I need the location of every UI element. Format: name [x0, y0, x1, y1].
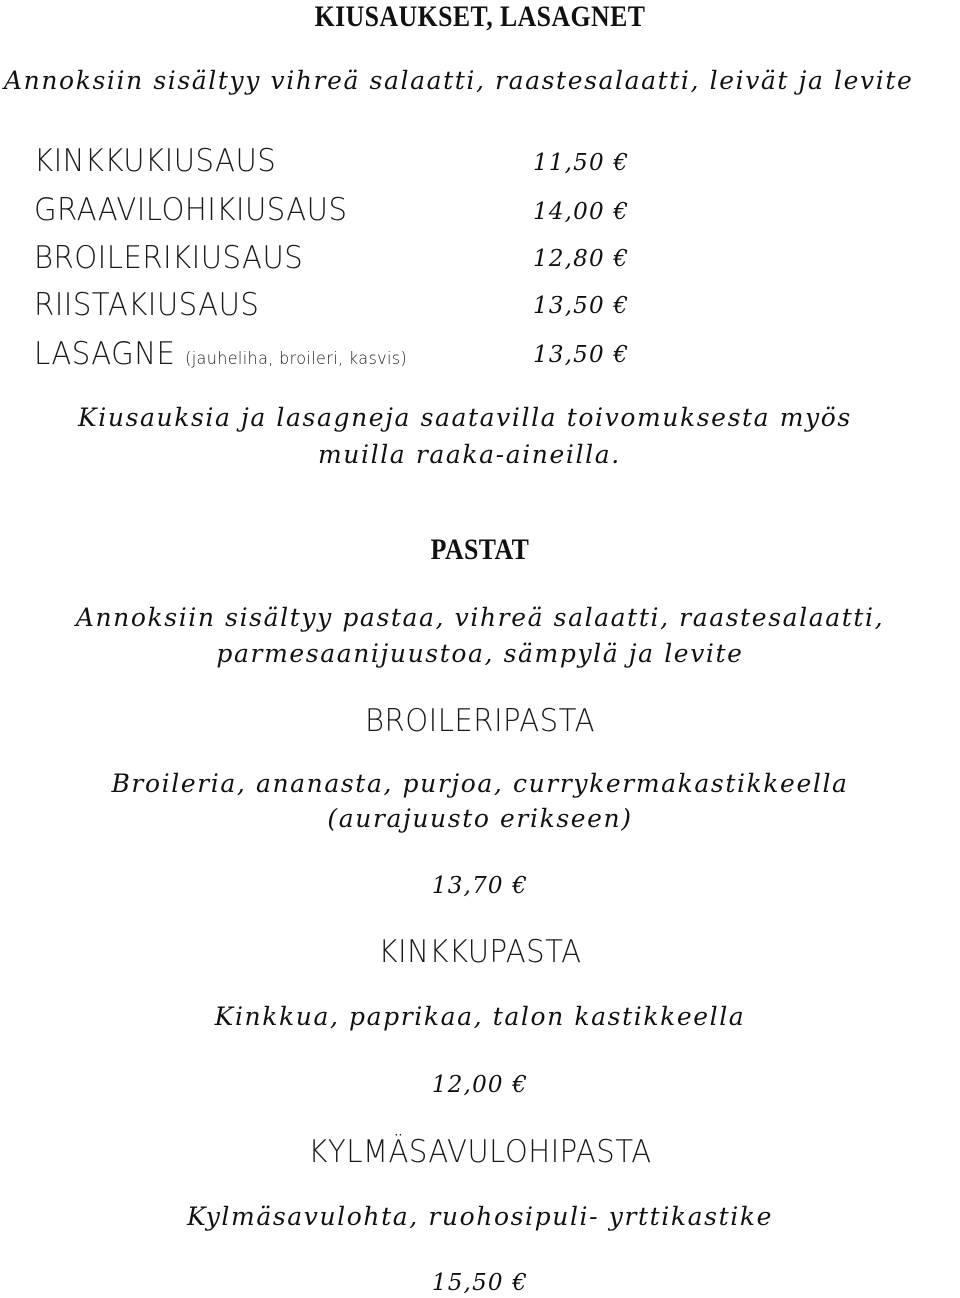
dish-description: Broileria, ananasta, purjoa, currykermakastikkeella	[111, 769, 849, 798]
dish-name: KYLMÄSAVULOHIPASTA	[308, 1134, 652, 1170]
dish-description: Kylmäsavulohta, ruohosipuli- yrttikastike	[187, 1202, 773, 1231]
menu-item-name: RIISTAKIUSAUS	[34, 287, 260, 323]
section1-footnote-line1: Kiusauksia ja lasagneja saatavilla toivomuksesta myös	[78, 403, 852, 432]
section1-intro: Annoksiin sisältyy vihreä salaatti, raastesalaatti, leivät ja levite	[4, 66, 914, 95]
menu-item-price: 11,50 €	[533, 150, 630, 176]
dish-name: BROILERIPASTA	[364, 703, 596, 739]
section2-intro-line1: Annoksiin sisältyy pastaa, vihreä salaatti, raastesalaatti,	[75, 603, 885, 632]
section2-intro-line2: parmesaanijuustoa, sämpylä ja levite	[216, 639, 744, 668]
dish-name: KINKKUPASTA	[378, 934, 582, 970]
menu-item-note: (jauheliha, broileri, kasvis)	[185, 349, 408, 369]
menu-item-price: 12,80 €	[533, 246, 630, 272]
dish-price: 13,70 €	[431, 873, 529, 899]
section1-footnote-line2: muilla raaka-aineilla.	[318, 440, 621, 469]
menu-item-price: 14,00 €	[533, 199, 630, 225]
dish-description: (aurajuusto erikseen)	[327, 804, 633, 833]
menu-item-name: LASAGNE	[34, 336, 176, 372]
menu-item-price: 13,50 €	[533, 342, 630, 368]
menu-item-lasagne	[34, 336, 407, 372]
menu-item-price: 13,50 €	[533, 293, 630, 319]
menu-item-name: BROILERIKIUSAUS	[34, 240, 304, 276]
menu-item-name: KINKKUKIUSAUS	[34, 143, 277, 179]
menu-item-name: GRAAVILOHIKIUSAUS	[34, 192, 348, 228]
dish-price: 15,50 €	[431, 1270, 529, 1296]
dish-description: Kinkkua, paprikaa, talon kastikkeella	[214, 1002, 746, 1031]
section-title-kiusaukset: KIUSAUKSET, LASAGNET	[314, 0, 646, 33]
section-title-pastat: PASTAT	[430, 533, 530, 566]
dish-price: 12,00 €	[431, 1072, 529, 1098]
